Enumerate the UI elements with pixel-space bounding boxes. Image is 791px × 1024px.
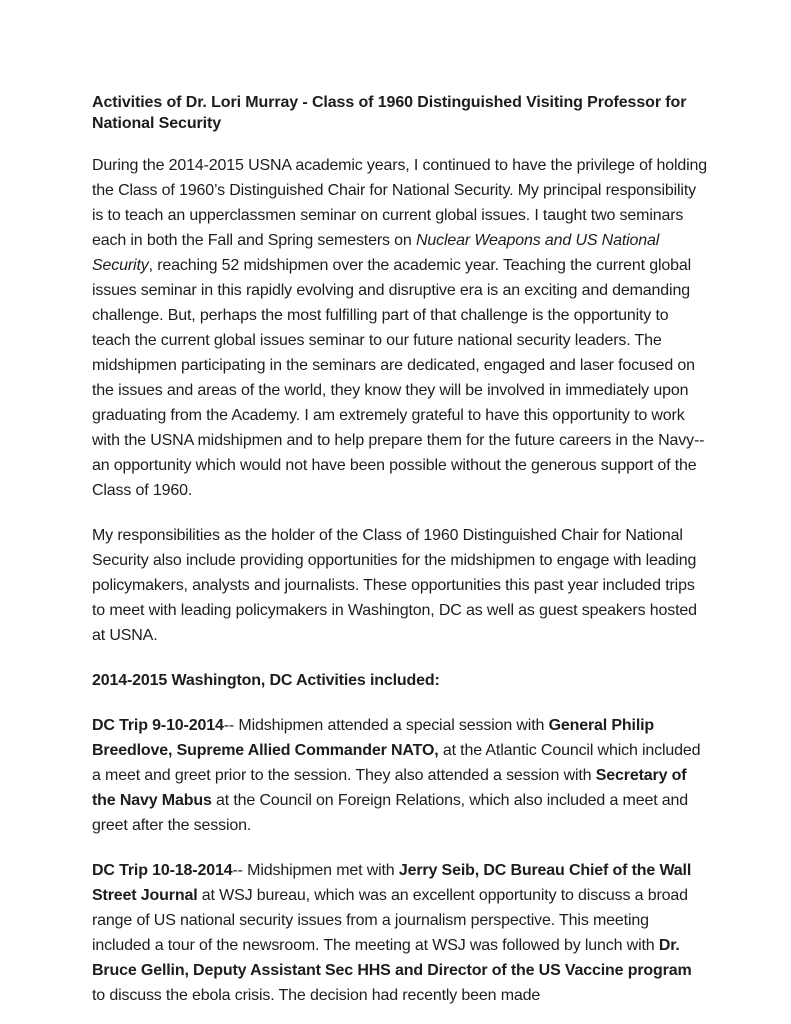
text-segment: General Philip Breedlove, Supreme Allied Commander NATO, xyxy=(92,717,659,759)
section-heading-dc-activities: 2014-2015 Washington, DC Activities included: xyxy=(92,672,440,689)
text-segment: at the Council on Foreign Relations, which also included a meet and greet after the session. xyxy=(92,792,693,834)
paragraph-dc-trip-9-10-2014 xyxy=(92,713,708,838)
text-segment: -- Midshipmen attended a special session with xyxy=(223,717,549,734)
text-segment: , reaching 52 midshipmen over the academic year. Teaching the current global issues seminar in this rapidly evolving and disruptive era is an exciting and demanding challenge. But, perhaps the most fulfilling part of that challenge is the opportunity to teach the current global issues seminar to our future national security leaders. The midshipmen participating in the seminars are dedicated, engaged and laser focused on the issues and areas of the world, they know they will be involved in immediately upon graduating from the Academy. I am extremely grateful to have this opportunity to work with the USNA midshipmen and to help prepare them for the future careers in the Navy-- an opportunity which would not have been possible without the generous support of the Class of 1960. xyxy=(92,257,709,499)
paragraph-responsibilities xyxy=(92,523,708,648)
text-segment: Nuclear Weapons and US National Security xyxy=(92,232,664,274)
paragraph-intro xyxy=(92,153,712,503)
document-title xyxy=(92,92,708,134)
document-title-line-1: Activities of Dr. Lori Murray - Class of 1960 Distinguished Visiting Professor for xyxy=(92,94,687,111)
text-segment: Jerry Seib, DC Bureau Chief of the Wall Street Journal xyxy=(92,862,696,904)
text-segment: During the 2014-2015 USNA academic years, I continued to have the privilege of holding the Class of 1960’s Distinguished Chair for National Security. My principal responsibility is to teach an upperclassmen seminar on current global issues. I taught two seminars each in both the Fall and Spring semesters on xyxy=(92,157,712,249)
text-segment: Dr. Bruce Gellin, Deputy Assistant Sec HHS and Director of the US Vaccine program xyxy=(92,937,692,979)
text-segment: at the Atlantic Council which included a meet and greet prior to the session. They also attended a session with xyxy=(92,742,705,784)
text-segment: DC Trip 9-10-2014 xyxy=(92,717,224,734)
document-content xyxy=(92,92,712,1024)
text-segment: My responsibilities as the holder of the Class of 1960 Distinguished Chair for National Security also include providing opportunities for the midshipmen to engage with leading policymakers, analysts and journalists. These opportunities this past year included trips to meet with leading policymakers in Washington, DC as well as guest speakers hosted at USNA. xyxy=(92,527,702,644)
text-segment: -- Midshipmen met with xyxy=(232,862,399,879)
text-segment: at WSJ bureau, which was an excellent opportunity to discuss a broad range of US national security issues from a journalism perspective. This meeting included a tour of the newsroom. The meeting at WSJ was followed by lunch with xyxy=(92,887,693,954)
text-segment: Secretary of the Navy Mabus xyxy=(92,767,691,809)
paragraph-dc-trip-10-18-2014 xyxy=(92,858,708,1008)
text-segment: to discuss the ebola crisis. The decision had recently been made xyxy=(92,962,696,1004)
text-segment: DC Trip 10-18-2014 xyxy=(92,862,233,879)
document-title-line-2: National Security xyxy=(92,115,222,132)
